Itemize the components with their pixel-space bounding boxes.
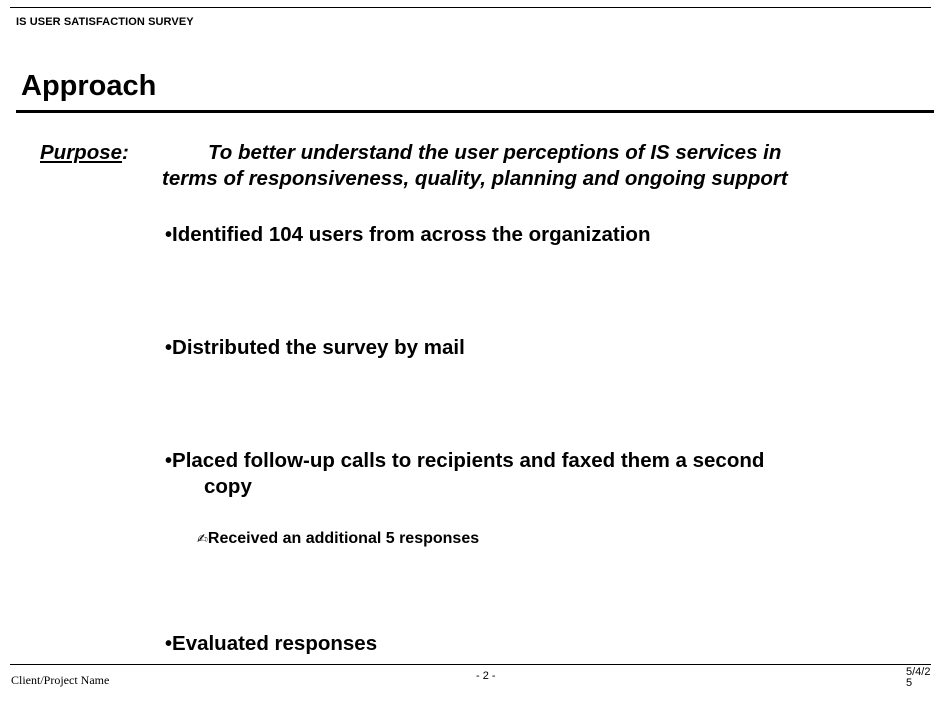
writing-hand-icon: ✍ bbox=[197, 532, 208, 547]
footer-client-name: Client/Project Name bbox=[11, 673, 110, 687]
purpose-label-text: Purpose bbox=[40, 141, 123, 164]
footer-rule bbox=[10, 664, 931, 665]
bullet-marker: • bbox=[165, 224, 173, 246]
sub-bullet-text: Received an additional 5 responses bbox=[207, 530, 480, 547]
bullet-text: Evaluated responses bbox=[172, 632, 378, 655]
bullet-item bbox=[165, 336, 465, 360]
page-title: Approach bbox=[21, 70, 157, 102]
bullet-text: Placed follow-up calls to recipients and faxed them a second bbox=[172, 449, 765, 472]
header-label: IS USER SATISFACTION SURVEY bbox=[16, 16, 194, 28]
title-rule bbox=[16, 110, 934, 113]
bullet-item bbox=[165, 223, 650, 247]
purpose-label bbox=[40, 141, 129, 165]
bullet-text: Distributed the survey by mail bbox=[172, 336, 465, 359]
top-rule bbox=[10, 7, 931, 8]
purpose-colon: : bbox=[122, 141, 129, 164]
bullet-marker: • bbox=[165, 633, 173, 655]
purpose-text-line-1: To better understand the user perceptions of IS services in bbox=[208, 141, 782, 164]
bullet-marker: • bbox=[165, 450, 173, 472]
bullet-item bbox=[165, 632, 377, 656]
bullet-item bbox=[165, 449, 764, 473]
bullet-continuation: copy bbox=[204, 475, 252, 498]
purpose-text-line-2: terms of responsiveness, quality, planning and ongoing support bbox=[162, 167, 788, 190]
footer-date: 5/4/25 bbox=[906, 666, 931, 689]
bullet-text: Identified 104 users from across the organization bbox=[172, 223, 651, 246]
bullet-marker: • bbox=[165, 337, 173, 359]
footer-page-number: - 2 - bbox=[476, 670, 496, 682]
sub-bullet-item bbox=[197, 530, 479, 548]
